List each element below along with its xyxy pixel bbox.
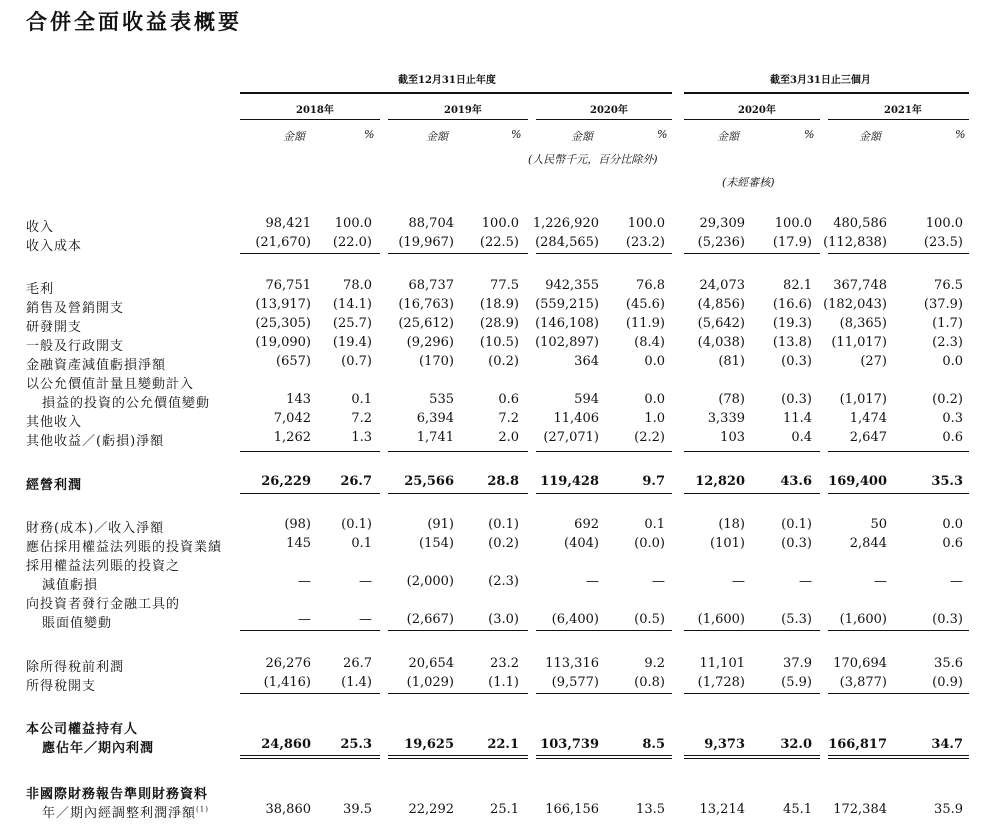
pct-cell: (23.5) [923,235,963,250]
amount-cell: 26,276 [265,656,311,671]
pct-cell: (2.3) [488,574,519,589]
rule-after-cost [240,253,380,254]
amount-cell: 24,073 [699,278,745,293]
pct-cell: 0.6 [498,392,519,407]
footnote-marker: (1) [196,805,209,814]
pct-cell: (1.1) [488,675,519,690]
pct-cell: 0.6 [942,536,963,551]
amount-cell: — [586,574,599,589]
pct-cell: (45.6) [625,297,665,312]
pct-cell: (0.7) [341,354,372,369]
amount-cell: (1,416) [263,675,311,690]
rule-after-cost [684,253,820,254]
row-label: 應佔年／期內利潤 [42,741,155,756]
amount-cell: 1,741 [416,430,454,445]
amount-cell: 103 [720,430,745,445]
pct-cell: (0.9) [932,675,963,690]
pct-cell: (25.7) [332,316,372,331]
rule-net-profit [388,755,528,756]
rule-quarters [684,92,969,94]
rule-net-profit [684,758,820,759]
amount-cell: 172,384 [833,802,887,817]
pct-cell: (0.2) [932,392,963,407]
amount-cell: 3,339 [707,411,745,426]
pct-cell: (3.0) [488,612,519,627]
pct-cell: (22.0) [332,235,372,250]
pct-cell: (1.7) [932,316,963,331]
amount-cell: 6,394 [416,411,454,426]
amount-cell: (25,305) [255,316,311,331]
rule-net-profit [828,758,969,759]
amount-cell: 143 [286,392,311,407]
amount-cell: (1,728) [697,675,745,690]
pct-cell: 11.4 [783,411,812,426]
pct-cell: (19.3) [772,316,812,331]
amount-cell: 535 [429,392,454,407]
pct-cell: 25.1 [490,802,519,817]
amount-cell: (4,038) [697,335,745,350]
row-label: 非國際財務報告準則財務資料 [26,787,209,802]
rule-after-op [684,493,820,494]
rule-after-tax [536,693,672,694]
amount-cell: (4,856) [697,297,745,312]
pct-cell: (37.9) [923,297,963,312]
amount-cell: (13,917) [255,297,311,312]
amount-cell: 11,101 [699,656,745,671]
amount-cell: 594 [574,392,599,407]
amount-cell: 76,751 [265,278,311,293]
unaudited-note: (未經審核) [722,176,775,189]
rule-before-op [828,451,969,452]
year-header: 2018年 [296,105,334,116]
pct-cell: 77.5 [490,278,519,293]
rule-net-profit [536,758,672,759]
rule-before-pbt [536,630,672,631]
pct-cell: (2.2) [634,430,665,445]
amount-cell: (18) [718,517,745,532]
pct-header: % [364,128,375,141]
amount-header: 金額 [717,130,739,143]
row-label: 損益的投資的公允價值變動 [42,396,211,411]
amount-cell: 12,820 [695,474,745,489]
pct-cell: (0.1) [341,517,372,532]
rule-2021q [828,119,969,120]
amount-cell: (559,215) [535,297,599,312]
rule-net-profit [828,755,969,756]
pct-cell: 28.8 [487,474,519,489]
amount-cell: — [732,574,745,589]
amount-cell: 11,406 [553,411,599,426]
row-label: 以公允價值計量且變動計入 [26,377,195,392]
pct-header: % [657,128,668,141]
amount-cell: (146,108) [535,316,599,331]
row-label: 財務(成本)／收入淨額 [26,521,165,536]
period-header-quarters: 截至3月31日止三個月 [770,75,871,86]
pct-cell: 0.0 [942,354,963,369]
amount-cell: 166,156 [545,802,599,817]
rule-net-profit [240,755,380,756]
rule-after-cost [536,253,672,254]
pct-cell: 76.8 [636,278,665,293]
pct-cell: 9.7 [642,474,665,489]
amount-cell: 50 [870,517,887,532]
amount-cell: 9,373 [704,737,745,752]
pct-cell: (2.3) [932,335,963,350]
amount-cell: — [298,574,311,589]
rule-before-pbt [388,630,528,631]
pct-cell: 1.0 [644,411,665,426]
pct-cell: (5.3) [781,612,812,627]
pct-cell: (0.2) [488,354,519,369]
pct-cell: 34.7 [931,737,963,752]
amount-cell: (1,017) [839,392,887,407]
amount-cell: 68,737 [408,278,454,293]
amount-cell: (16,763) [398,297,454,312]
row-label: 其他收益／(虧損)淨額 [26,434,165,449]
pct-cell: 0.0 [942,517,963,532]
pct-cell: (14.1) [332,297,372,312]
amount-cell: 24,860 [261,737,311,752]
pct-cell: (19.4) [332,335,372,350]
amount-cell: (5,642) [697,316,745,331]
pct-cell: (28.9) [479,316,519,331]
amount-cell: (6,400) [551,612,599,627]
pct-cell: 0.1 [644,517,665,532]
rule-2020q [684,119,820,120]
rule-after-op [828,493,969,494]
row-label: 除所得稅前利潤 [26,660,125,675]
period-header-years: 截至12月31日止年度 [398,75,496,86]
pct-cell: (8.4) [634,335,665,350]
rule-after-tax [240,693,380,694]
row-label: 研發開支 [26,320,83,335]
amount-cell: 20,654 [408,656,454,671]
row-label: 本公司權益持有人 [26,722,139,737]
row-label: 其他收入 [26,415,83,430]
amount-cell: 98,421 [265,216,311,231]
pct-cell: (10.5) [479,335,519,350]
amount-cell: (284,565) [535,235,599,250]
pct-cell: 7.2 [498,411,519,426]
amount-header: 金額 [283,130,305,143]
pct-cell: 100.0 [774,216,812,231]
amount-cell: 1,226,920 [532,216,599,231]
pct-cell: — [359,574,372,589]
pct-cell: — [799,574,812,589]
row-label: 應佔採用權益法列賬的投資業績 [26,540,223,555]
amount-cell: 88,704 [408,216,454,231]
pct-cell: (16.6) [772,297,812,312]
pct-cell: 78.0 [343,278,372,293]
rule-before-op [536,451,672,452]
amount-cell: (404) [564,536,599,551]
row-label: 向投資者發行金融工具的 [26,597,181,612]
rule-before-op [388,451,528,452]
amount-cell: (3,877) [839,675,887,690]
amount-cell: 2,647 [849,430,887,445]
rule-before-pbt [684,630,820,631]
amount-cell: (27,071) [543,430,599,445]
amount-cell: 692 [574,517,599,532]
row-label: 收入 [26,220,55,235]
amount-cell: 364 [574,354,599,369]
pct-cell: (0.2) [488,536,519,551]
amount-cell: 103,739 [540,737,599,752]
pct-cell: 100.0 [481,216,519,231]
pct-cell: 100.0 [627,216,665,231]
pct-cell: 22.1 [487,737,519,752]
amount-cell: 2,844 [849,536,887,551]
rule-after-cost [388,253,528,254]
pct-cell: 1.3 [351,430,372,445]
pct-cell: — [950,574,963,589]
pct-cell: (0.5) [634,612,665,627]
amount-cell: 942,355 [545,278,599,293]
pct-cell: (17.9) [772,235,812,250]
pct-cell: (13.8) [772,335,812,350]
amount-cell: 38,860 [265,802,311,817]
amount-cell: (182,043) [823,297,887,312]
pct-cell: 35.6 [934,656,963,671]
amount-cell: 166,817 [828,737,887,752]
amount-cell: (27) [860,354,887,369]
rule-after-op [240,493,380,494]
year-header: 2020年 [590,105,628,116]
page-title: 合併全面收益表概要 [26,9,242,34]
rule-net-profit [536,755,672,756]
pct-header: % [955,128,966,141]
pct-cell: 39.5 [343,802,372,817]
rule-before-op [684,451,820,452]
pct-cell: 100.0 [925,216,963,231]
amount-header: 金額 [426,130,448,143]
pct-cell: 9.2 [644,656,665,671]
pct-cell: — [359,612,372,627]
amount-cell: — [298,612,311,627]
pct-cell: 25.3 [340,737,372,752]
pct-cell: 37.9 [783,656,812,671]
pct-cell: (18.9) [479,297,519,312]
rule-net-profit [388,758,528,759]
pct-cell: (0.3) [781,392,812,407]
pct-cell: 0.0 [644,392,665,407]
amount-cell: 25,566 [404,474,454,489]
pct-cell: 0.0 [644,354,665,369]
rule-after-tax [828,693,969,694]
amount-cell: (2,000) [406,574,454,589]
row-label: 經營利潤 [26,478,83,493]
amount-cell: (78) [718,392,745,407]
year-header: 2020年 [738,105,776,116]
pct-cell: 76.5 [934,278,963,293]
amount-cell: 19,625 [404,737,454,752]
pct-cell: (0.1) [781,517,812,532]
amount-cell: (91) [427,517,454,532]
rule-years [240,92,672,94]
amount-cell: 170,694 [833,656,887,671]
amount-cell: 119,428 [540,474,599,489]
rule-after-tax [388,693,528,694]
rule-after-op [536,493,672,494]
row-label: 減值虧損 [42,578,99,593]
amount-cell: 113,316 [545,656,599,671]
pct-cell: 2.0 [498,430,519,445]
amount-cell: 26,229 [261,474,311,489]
row-label: 銷售及營銷開支 [26,301,125,316]
pct-cell: 82.1 [783,278,812,293]
pct-cell: 8.5 [642,737,665,752]
amount-cell: 22,292 [408,802,454,817]
pct-header: % [804,128,815,141]
pct-cell: (0.1) [488,517,519,532]
amount-cell: (1,600) [839,612,887,627]
amount-cell: (9,296) [406,335,454,350]
amount-cell: (98) [284,517,311,532]
amount-cell: 1,474 [849,411,887,426]
amount-cell: — [874,574,887,589]
row-label: 金融資產減值虧損淨額 [26,358,167,373]
pct-header: % [511,128,522,141]
row-label: 所得稅開支 [26,679,97,694]
amount-cell: 7,042 [273,411,311,426]
amount-cell: (154) [419,536,454,551]
amount-cell: (9,577) [551,675,599,690]
pct-cell: — [652,574,665,589]
amount-cell: (81) [718,354,745,369]
rule-after-cost [828,253,969,254]
amount-cell: (101) [710,536,745,551]
amount-header: 金額 [859,130,881,143]
rule-net-profit [240,758,380,759]
amount-cell: (112,838) [823,235,887,250]
pct-cell: (0.3) [781,536,812,551]
pct-cell: 0.1 [351,392,372,407]
row-label: 一般及行政開支 [26,339,125,354]
amount-cell: 367,748 [833,278,887,293]
pct-cell: 13.5 [636,802,665,817]
pct-cell: (1.4) [341,675,372,690]
rule-before-op [240,451,380,452]
amount-cell: 169,400 [828,474,887,489]
pct-cell: (11.9) [625,316,665,331]
pct-cell: 45.1 [783,802,812,817]
pct-cell: (0.0) [634,536,665,551]
pct-cell: 100.0 [334,216,372,231]
amount-cell: (1,600) [697,612,745,627]
amount-cell: (657) [276,354,311,369]
rule-2018 [240,119,380,120]
pct-cell: (23.2) [625,235,665,250]
pct-cell: 35.3 [931,474,963,489]
pct-cell: 43.6 [780,474,812,489]
amount-cell: 480,586 [833,216,887,231]
year-header: 2019年 [444,105,482,116]
amount-cell: (8,365) [839,316,887,331]
pct-cell: 35.9 [934,802,963,817]
amount-cell: 145 [286,536,311,551]
row-label: 採用權益法列賬的投資之 [26,559,181,574]
amount-cell: (19,090) [255,335,311,350]
row-label: 收入成本 [26,239,83,254]
amount-cell: (2,667) [406,612,454,627]
pct-cell: 0.6 [942,430,963,445]
row-label: 毛利 [26,282,55,297]
rule-before-pbt [828,630,969,631]
pct-cell: 26.7 [340,474,372,489]
row-label: 賬面值變動 [42,616,113,631]
row-label: 年／期內經調整利潤淨額$^{(1)}$ [42,805,209,821]
amount-cell: 13,214 [699,802,745,817]
amount-header: 金額 [571,130,593,143]
pct-cell: (0.3) [932,612,963,627]
rule-after-op [388,493,528,494]
pct-cell: (5.9) [781,675,812,690]
year-header: 2021年 [884,105,922,116]
pct-cell: (0.8) [634,675,665,690]
pct-cell: 32.0 [780,737,812,752]
amount-cell: 29,309 [699,216,745,231]
pct-cell: 0.4 [791,430,812,445]
pct-cell: (22.5) [479,235,519,250]
rule-before-pbt [240,630,380,631]
rule-after-tax [684,693,820,694]
pct-cell: 0.3 [942,411,963,426]
unit-note: (人民幣千元，百分比除外) [528,153,658,166]
amount-cell: (19,967) [398,235,454,250]
rule-net-profit [684,755,820,756]
pct-cell: 23.2 [490,656,519,671]
amount-cell: (102,897) [535,335,599,350]
pct-cell: 26.7 [343,656,372,671]
amount-cell: (1,029) [406,675,454,690]
amount-cell: (25,612) [398,316,454,331]
amount-cell: (5,236) [697,235,745,250]
amount-cell: (170) [419,354,454,369]
amount-cell: (11,017) [831,335,887,350]
pct-cell: (0.3) [781,354,812,369]
amount-cell: 1,262 [273,430,311,445]
pct-cell: 7.2 [351,411,372,426]
rule-2020 [536,119,672,120]
amount-cell: (21,670) [255,235,311,250]
pct-cell: 0.1 [351,536,372,551]
rule-2019 [388,119,528,120]
